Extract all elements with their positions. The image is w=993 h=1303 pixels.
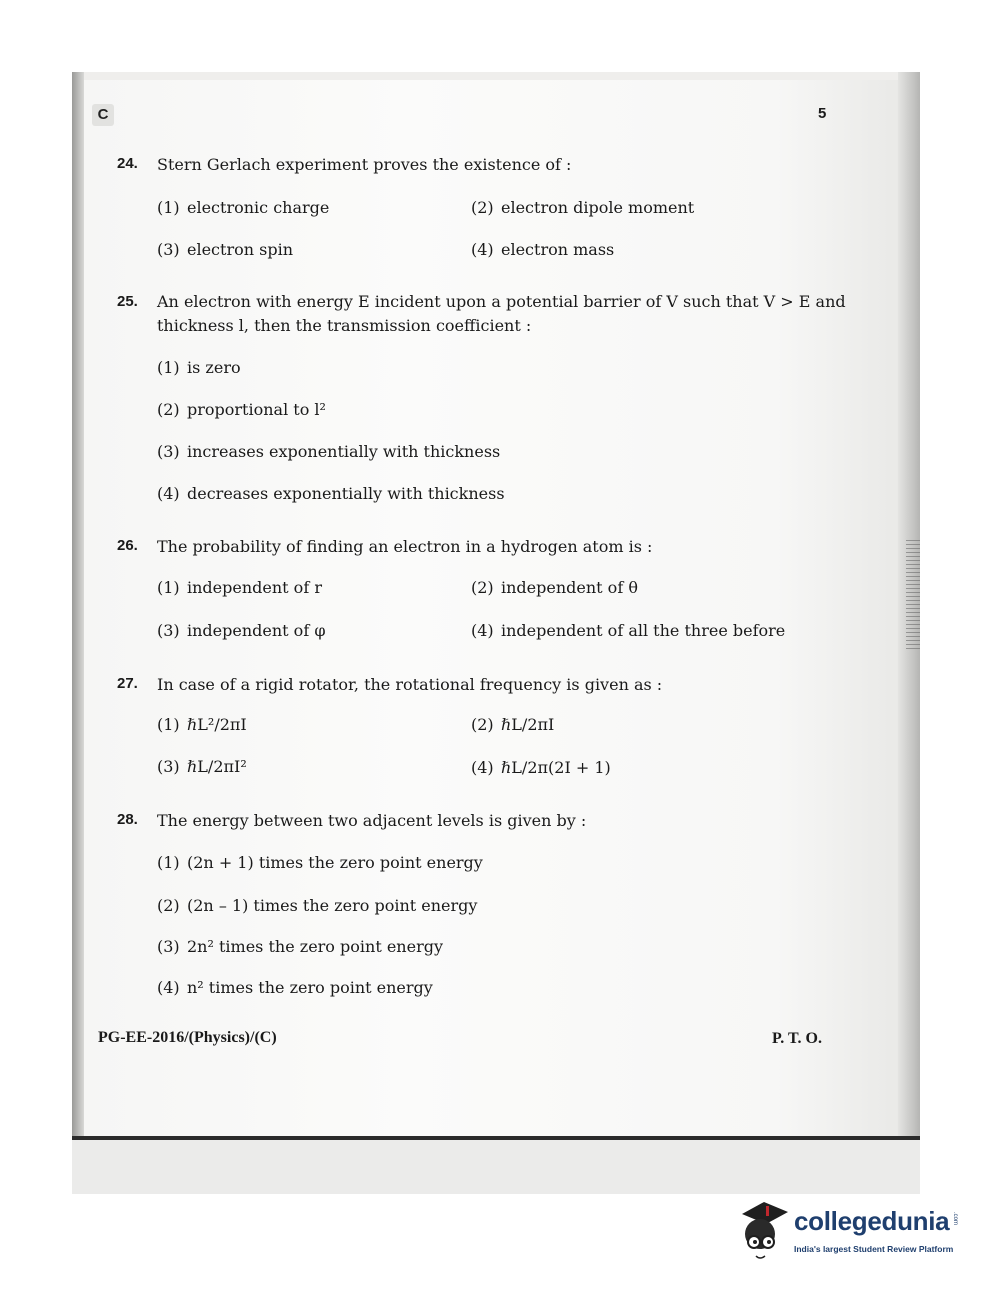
question-number: 28. [117, 811, 138, 828]
question-number: 26. [117, 537, 138, 554]
option-4: (4) independent of all the three before [471, 621, 786, 640]
option-2: (2) electron dipole moment [471, 198, 695, 217]
question-number: 24. [117, 155, 138, 172]
logo-tagline: India's largest Student Review Platform [794, 1244, 954, 1254]
option-3: (3) independent of φ [157, 621, 326, 640]
option-3: (3) ℏL/2πI² [157, 757, 247, 776]
option-2: (2) independent of θ [471, 578, 638, 597]
option-3: (3) increases exponentially with thickness [157, 442, 501, 461]
please-turn-over: P. T. O. [772, 1030, 822, 1047]
question-number: 27. [117, 675, 138, 692]
option-4: (4) decreases exponentially with thickness [157, 484, 505, 503]
mascot-icon [738, 1196, 794, 1260]
option-1: (1) electronic charge [157, 198, 330, 217]
option-2: (2) proportional to l² [157, 400, 326, 419]
option-2: (2) ℏL/2πI [471, 715, 555, 734]
question-text: The probability of finding an electron in a hydrogen atom is : [157, 537, 653, 556]
scan-lower-margin [72, 1140, 920, 1194]
question-text-line-2: thickness l, then the transmission coefficient : [157, 316, 532, 335]
option-2: (2) (2n – 1) times the zero point energy [157, 896, 478, 915]
set-code-label: C [92, 104, 114, 126]
option-4: (4) ℏL/2π(2I + 1) [471, 758, 611, 777]
logo-com-suffix: .com [952, 1212, 958, 1226]
option-3: (3) electron spin [157, 240, 293, 259]
question-number: 25. [117, 293, 138, 310]
page-left-shadow [72, 72, 84, 1138]
binding-ruler-marks [906, 540, 920, 650]
question-text: Stern Gerlach experiment proves the existence of : [157, 155, 572, 174]
paper-code: PG-EE-2016/(Physics)/(C) [98, 1029, 277, 1046]
option-1: (1) (2n + 1) times the zero point energy [157, 853, 483, 872]
option-4: (4) electron mass [471, 240, 615, 259]
option-1: (1) is zero [157, 358, 241, 377]
option-1: (1) ℏL²/2πI [157, 715, 247, 734]
page-number: 5 [818, 105, 827, 122]
question-text-line-1: An electron with energy E incident upon a potential barrier of V such that V > E and [157, 292, 846, 311]
collegedunia-logo [738, 1196, 963, 1266]
logo-wordmark: collegedunia [794, 1206, 950, 1236]
question-text: The energy between two adjacent levels is given by : [157, 811, 587, 830]
option-3: (3) 2n² times the zero point energy [157, 937, 444, 956]
option-4: (4) n² times the zero point energy [157, 978, 433, 997]
option-1: (1) independent of r [157, 578, 322, 597]
question-text: In case of a rigid rotator, the rotational frequency is given as : [157, 675, 663, 694]
